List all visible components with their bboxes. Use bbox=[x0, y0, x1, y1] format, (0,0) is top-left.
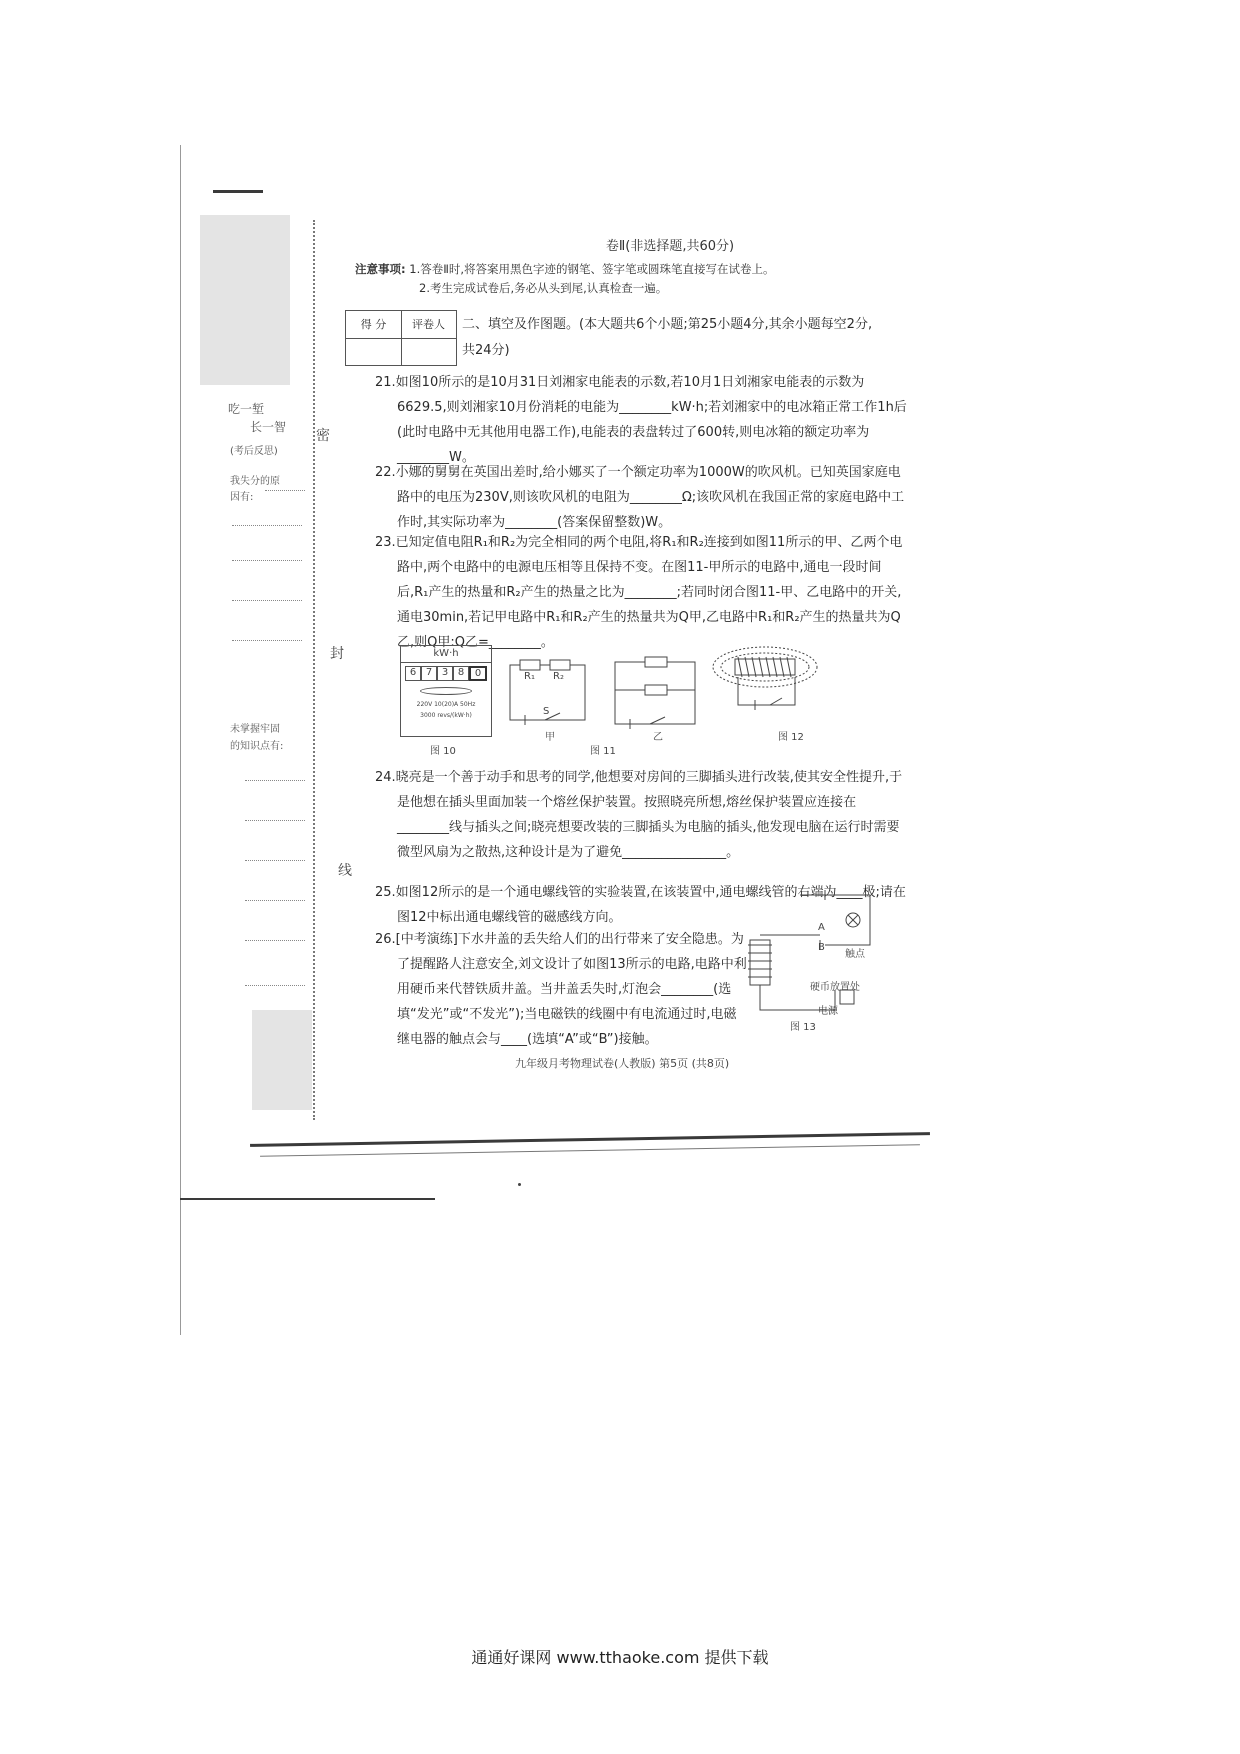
answer-line bbox=[265, 490, 305, 491]
switch bbox=[770, 698, 782, 705]
question-24: 24.晓亮是一个善于动手和思考的同学,他想要对房间的三脚插头进行改装,使其安全性提升,于是他想在插头里面加装一个熔丝保护装置。按照晓亮所想,熔丝保护装置应连接在________线与插头之间;晓亮想要改装的三脚插头为电脑的插头,他发现电脑在运行时需要微型风扇为之散热,这种设计是为了避免________________。 bbox=[375, 770, 903, 860]
fig13-contact-label: 触点 bbox=[845, 949, 865, 960]
page-footer: 九年级月考物理试卷(人教版) 第5页 (共8页) bbox=[515, 1057, 730, 1070]
question-22: 22.小娜的舅舅在英国出差时,给小娜买了一个额定功率为1000W的吹风机。已知英国家庭电路中的电压为230V,则该吹风机的电阻为________Ω;该吹风机在我国正常的家庭电路中工作时,其实际功率为________(答案保留整数)W。 bbox=[375, 465, 905, 530]
score-box-divider bbox=[401, 338, 402, 365]
answer-line bbox=[232, 560, 302, 561]
fig11-s-label: S bbox=[543, 706, 550, 717]
notes-label: 注意事项: bbox=[355, 262, 406, 276]
answer-line bbox=[245, 985, 305, 986]
watermark: 通通好课网 www.tthaoke.com 提供下载 bbox=[471, 1648, 769, 1667]
figure-10-label: 图 10 bbox=[430, 746, 456, 757]
fig11-jia-label: 甲 bbox=[545, 732, 555, 743]
fig13-coin-label: 硬币放置处 bbox=[810, 982, 860, 993]
exam-page bbox=[355, 235, 985, 298]
dot-mark bbox=[518, 1183, 521, 1186]
side-label: 我失分的原 bbox=[230, 476, 280, 487]
meter-rev: 3000 revs/(kW·h) bbox=[420, 712, 472, 719]
seal-mi: 密 bbox=[316, 428, 330, 444]
answer-line bbox=[232, 600, 302, 601]
question-21: 21.如图10所示的是10月31日刘湘家电能表的示数,若10月1日刘湘家电能表的示数为6629.5,则刘湘家10月份消耗的电能为________kW·h;若刘湘家中的电冰箱正常工作1h后(此时电路中无其他用电器工作),电能表的表盘转过了600转,则电冰箱的额定功率为________W。 bbox=[375, 375, 907, 465]
figure-11-label: 图 11 bbox=[590, 746, 616, 757]
fig13-a-label: A bbox=[818, 922, 825, 933]
meter-digit: 3 bbox=[437, 666, 453, 681]
fig11-yi-label: 乙 bbox=[653, 732, 663, 743]
score-label: 得 分 bbox=[346, 311, 402, 339]
answer-line bbox=[245, 940, 305, 941]
side-label: 的知识点有: bbox=[230, 741, 284, 752]
fig13-power-label: 电源 bbox=[818, 1006, 838, 1017]
meter-digits bbox=[405, 666, 487, 681]
resistor-r2-yi bbox=[645, 685, 667, 695]
meter-digit-decimal: 0 bbox=[469, 666, 487, 681]
score-box bbox=[345, 310, 457, 366]
coil bbox=[748, 945, 772, 977]
meter-digit: 8 bbox=[453, 666, 469, 681]
answer-line bbox=[245, 820, 305, 821]
solenoid-core bbox=[735, 659, 795, 675]
solenoid-coil bbox=[738, 657, 791, 677]
figure-13-label: 图 13 bbox=[790, 1022, 816, 1033]
meter-disc bbox=[420, 687, 472, 695]
meter-digit: 7 bbox=[421, 666, 437, 681]
frame-bottom-line-2 bbox=[260, 1144, 920, 1157]
question-25: 25.如图12所示的是一个通电螺线管的实验装置,在该装置中,通电螺线管的右端为____极;请在图12中标出通电螺线管的磁感线方向。 bbox=[375, 885, 906, 925]
scan-smudge bbox=[252, 1010, 312, 1110]
section-title: 二、填空及作图题。(本大题共6个小题;第25小题4分,其余小题每空2分,共24分) bbox=[462, 317, 873, 358]
answer-line bbox=[245, 780, 305, 781]
fig11-r1-label: R₁ bbox=[524, 671, 535, 682]
fig11-r2-label: R₂ bbox=[553, 671, 564, 682]
frame-left-line bbox=[180, 145, 181, 1335]
notes bbox=[355, 260, 985, 298]
switch-yi bbox=[650, 717, 665, 724]
answer-line bbox=[232, 525, 302, 526]
frame-bottom-line bbox=[250, 1132, 930, 1147]
figure-12-label: 图 12 bbox=[778, 732, 804, 743]
figure-12-solenoid bbox=[710, 645, 820, 725]
side-label: 因有: bbox=[230, 492, 254, 503]
side-label: 长一智 bbox=[250, 420, 287, 434]
seal-feng: 封 bbox=[330, 646, 344, 662]
question-26: 26.[中考演练]下水井盖的丢失给人们的出行带来了安全隐患。为了提醒路人注意安全,刘文设计了如图13所示的电路,电路中利用硬币来代替铁质井盖。当井盖丢失时,灯泡会________(选填“发光”或“不发光”);当电磁铁的线圈中有电流通过时,电磁继电器的触点会与____(选填“A”或“B”)接触。 bbox=[375, 932, 747, 1047]
note-2: 2.考生完成试卷后,务必从头到尾,认真检查一遍。 bbox=[419, 281, 668, 295]
side-label: (考后反思) bbox=[230, 446, 278, 457]
frame-top-left-line bbox=[213, 190, 263, 193]
scan-smudge bbox=[200, 215, 290, 385]
figure-11-circuits bbox=[505, 650, 700, 740]
field-line bbox=[721, 653, 809, 681]
side-label: 吃一堑 bbox=[228, 402, 265, 416]
meter-digit: 6 bbox=[405, 666, 421, 681]
resistor-r2-jia bbox=[550, 660, 570, 670]
resistor-r1-yi bbox=[645, 657, 667, 667]
question-23: 23.已知定值电阻R₁和R₂为完全相同的两个电阻,将R₁和R₂连接到如图11所示的甲、乙两个电路中,两个电路中的电源电压相等且保持不变。在图11-甲所示的电路中,通电一段时间后,R₁产生的热量和R₂产生的热量之比为________;若同时闭合图11-甲、乙电路中的开关,通电30min,若记甲电路中R₁和R₂产生的热量共为Q甲,乙电路中R₁和R₂产生的热量共为Q乙,则Q甲:Q乙=________。 bbox=[375, 535, 903, 650]
seal-xian: 线 bbox=[338, 863, 352, 879]
binding-dotted-line bbox=[313, 220, 315, 1120]
answer-line bbox=[232, 640, 302, 641]
paper-title: 卷Ⅱ(非选择题,共60分) bbox=[605, 239, 735, 254]
grader-label: 评卷人 bbox=[401, 311, 456, 339]
note-1: 1.答卷Ⅱ时,将答案用黑色字迹的钢笔、签字笔或圆珠笔直接写在试卷上。 bbox=[409, 262, 775, 276]
figure-10-meter bbox=[400, 645, 492, 737]
resistor-r1-jia bbox=[520, 660, 540, 670]
solenoid-circuit bbox=[738, 677, 795, 705]
answer-line bbox=[245, 860, 305, 861]
meter-spec: 220V 10(20)A 50Hz bbox=[416, 701, 476, 708]
fig13-b-label: B bbox=[818, 942, 825, 953]
meter-unit: kW·h bbox=[401, 646, 491, 663]
side-label: 未掌握牢固 bbox=[230, 724, 280, 735]
answer-line bbox=[245, 900, 305, 901]
electromagnet bbox=[750, 940, 770, 985]
frame-bottom-left-line bbox=[180, 1198, 435, 1200]
